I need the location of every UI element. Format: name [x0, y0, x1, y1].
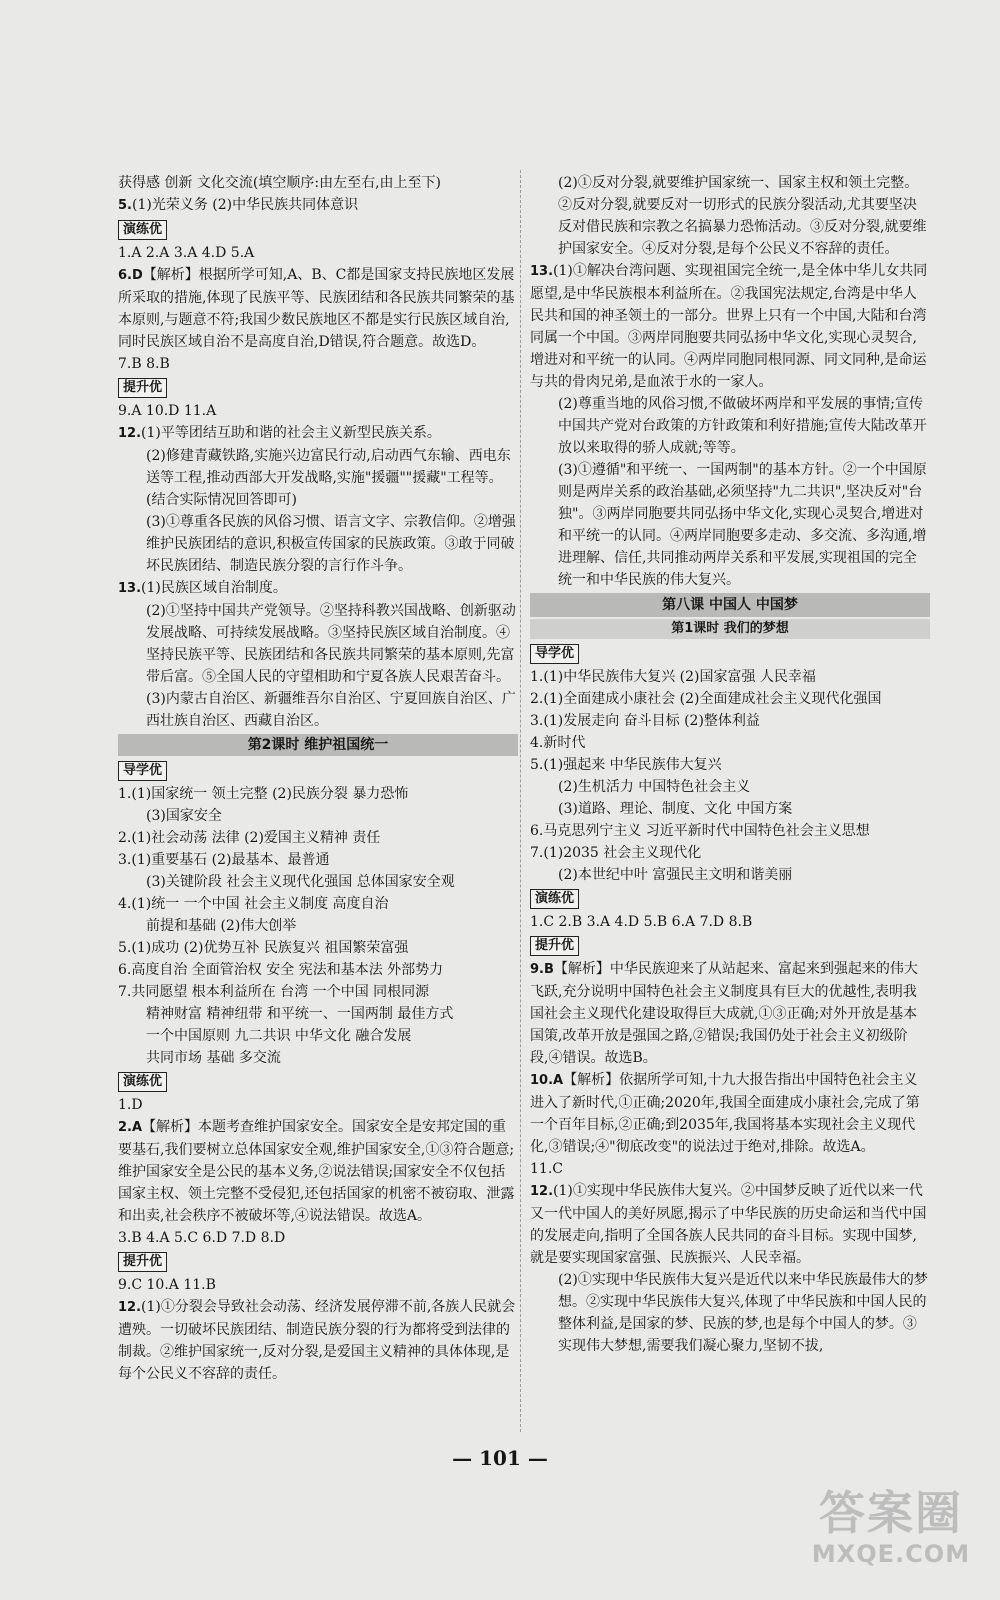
answer-line: 3.(1)发展走向 奋斗目标 (2)整体利益 [530, 713, 760, 729]
item-number: 10.A [530, 1073, 564, 1088]
item-number: 12. [118, 1300, 142, 1315]
column-divider [520, 170, 521, 1432]
answer-subitem: (2)①反对分裂,就要维护国家统一、国家主权和领土完整。②反对分裂,就要反对一切形式的民族分裂活动,尤其要坚决反对借民族和宗教之名搞暴力恐怖活动。③反对分裂,就要维护国家安全。④反对分裂,是每个公民义不容辞的责任。 [558, 175, 927, 257]
answer-subitem: (3)内蒙古自治区、新疆维吾尔自治区、宁夏回族自治区、广西壮族自治区、西藏自治区。 [146, 691, 516, 729]
answer-line: 7.共同愿望 根本利益所在 台湾 一个中国 同根同源 [118, 984, 430, 1000]
answer-line: 4.(1)统一 一个中国 社会主义制度 高度自治 [118, 896, 389, 912]
lesson-header: 第八课 中国人 中国梦 [530, 593, 930, 617]
answer-subline: (3)国家安全 [146, 808, 222, 824]
item-text: (1)①解决台湾问题、实现祖国完全统一,是全体中华儿女共同愿望,是中华民族根本利益所在。②我国宪法规定,台湾是中华人民共和国的神圣领土的一部分。世界上只有一个中国,大陆和台湾同属一个中国。③两岸同胞要共同弘扬中华文化,实现心灵契合,增进对和平统一的认同。④两岸同胞同根同源、同文同种,是命运与共的骨肉兄弟,是血浓于水的一家人。 [530, 263, 928, 390]
answer-subitem: (2)修建青藏铁路,实施兴边富民行动,启动西气东输、西电东送等工程,推动西部大开发战略,实施"援疆""援藏"工程等。(结合实际情况回答即可) [146, 448, 511, 508]
answer-subline: (3)关键阶段 社会主义现代化强国 总体国家安全观 [146, 874, 455, 890]
answer-subline: (2)本世纪中叶 富强民主文明和谐美丽 [558, 867, 793, 883]
answer-line: 7.B 8.B [118, 356, 170, 372]
answer-item [118, 577, 518, 600]
section-tag-practice: 演练优 [118, 220, 167, 240]
answer-item [530, 958, 930, 1069]
answer-line: 7.(1)2035 社会主义现代化 [530, 845, 702, 861]
right-column [530, 172, 930, 1357]
answer-item [530, 1069, 930, 1158]
item-text: 【解析】本题考查维护国家安全。国家安全是安邦定国的重要基石,我们要树立总体国家安全观,维护国家安全,①③符合题意;维护国家安全是公民的基本义务,②说法错误;国家安全不仅包括国家主权、领土完整不受侵犯,还包括国家的机密不被窃取、泄露和出卖,社会秩序不被破坏等,④说法错误。故选A。 [118, 1119, 515, 1224]
answer-item [118, 1116, 518, 1227]
item-number: 13. [118, 581, 142, 596]
section-tag-guide: 导学优 [118, 761, 167, 781]
item-number: 6.D [118, 268, 143, 283]
answer-line: 1.A 2.A 3.A 4.D 5.A [118, 245, 255, 261]
answer-item [530, 260, 930, 393]
item-text: 【解析】依据所学可知,十九大报告指出中国特色社会主义进入了新时代,①正确;2020年,我国全面建成小康社会,完成了第一个百年目标,②正确;到2035年,我国将基本实现社会主义现代化,③错误;④"彻底改变"的说法过于绝对,排除。故选A。 [530, 1072, 920, 1155]
item-text: (1)光荣义务 (2)中华民族共同体意识 [131, 197, 359, 213]
answer-subitem: (2)尊重当地的风俗习惯,不做破坏两岸和平发展的事情;宣传中国共产党对台政策的方针政策和利好措施;宣传大陆改革开放以来取得的骄人成就;等等。 [558, 396, 927, 456]
page-number: — 101 — [452, 1446, 548, 1470]
item-text: (1)平等团结互助和谐的社会主义新型民族关系。 [141, 425, 441, 441]
answer-line: 4.新时代 [530, 735, 586, 751]
answer-line: 2.(1)社会动荡 法律 (2)爱国主义精神 责任 [118, 830, 381, 846]
lesson-header: 第2课时 维护祖国统一 [118, 734, 518, 756]
answer-subitem: (3)①尊重各民族的风俗习惯、语言文字、宗教信仰。②增强维护民族团结的意识,积极宣传国家的民族政策。③敢于同破坏民族团结、制造民族分裂的言行作斗争。 [146, 514, 516, 574]
item-number: 12. [118, 426, 142, 441]
item-text: 【解析】根据所学可知,A、B、C都是国家支持民族地区发展所采取的措施,体现了民族平等、民族团结和各民族共同繁荣的基本原则,与题意不符;我国少数民族地区不都是实行民族区域自治,同时民族区域自治不是高度自治,D错误,符合题意。故选D。 [118, 267, 515, 350]
answer-line: 11.C [530, 1161, 563, 1177]
section-tag-guide: 导学优 [530, 644, 579, 664]
section-tag-practice: 演练优 [118, 1072, 167, 1092]
answer-line: 5.(1)成功 (2)优势互补 民族复兴 祖国繁荣富强 [118, 940, 409, 956]
answer-line: 1.C 2.B 3.A 4.D 5.B 6.A 7.D 8.B [530, 914, 753, 930]
section-tag-practice: 演练优 [530, 889, 579, 909]
item-number: 2.A [118, 1120, 143, 1135]
section-tag-advance: 提升优 [530, 936, 579, 956]
item-number: 12. [530, 1184, 554, 1199]
left-column [118, 172, 518, 1385]
answer-item [118, 1296, 518, 1385]
watermark-logo [806, 1486, 976, 1568]
answer-subline: (3)道路、理论、制度、文化 中国方案 [558, 801, 793, 817]
answer-line: 1.D [118, 1097, 143, 1113]
answer-line: 5.(1)强起来 中华民族伟大复兴 [530, 757, 722, 773]
answer-subline: 共同市场 基础 多交流 [146, 1050, 281, 1066]
item-number: 5. [118, 198, 132, 213]
item-text: 【解析】中华民族迎来了从站起来、富起来到强起来的伟大飞跃,充分说明中国特色社会主义制度具有巨大的优越性,表明我国社会主义现代化建设取得巨大成就,①③正确;对外开放是基本国策,改革开放是强国之路,②错误;我国仍处于社会主义初级阶段,④错误。故选B。 [530, 961, 918, 1066]
answer-item [118, 422, 518, 445]
answer-subline: 前提和基础 (2)伟大创举 [146, 918, 297, 934]
item-text: (1)民族区域自治制度。 [141, 580, 287, 596]
answer-line: 1.(1)中华民族伟大复兴 (2)国家富强 人民幸福 [530, 669, 816, 685]
answer-line: 3.B 4.A 5.C 6.D 7.D 8.D [118, 1230, 286, 1246]
answer-line: 1.(1)国家统一 领土完整 (2)民族分裂 暴力恐怖 [118, 786, 409, 802]
section-tag-advance: 提升优 [118, 1252, 167, 1272]
answer-line: 2.(1)全面建成小康社会 (2)全面建成社会主义现代化强国 [530, 691, 882, 707]
answer-subitem: (2)①坚持中国共产党领导。②坚持科教兴国战略、创新驱动发展战略、可持续发展战略。③坚持民族区域自治制度。④坚持民族平等、民族团结和各民族共同繁荣的基本原则,先富带后富。⑤全国人民的守望相助和宁夏各族人民艰苦奋斗。 [146, 603, 516, 685]
answer-subline: 精神财富 精神纽带 和平统一、一国两制 最佳方式 [146, 1006, 454, 1022]
answer-item [118, 264, 518, 353]
answer-subitem: (2)①实现中华民族伟大复兴是近代以来中华民族最伟大的梦想。②实现中华民族伟大复兴,体现了中华民族和中国人民的整体利益,是国家的梦、民族的梦,也是每个中国人的梦。③实现伟大梦想,需要我们凝心聚力,坚韧不拔, [558, 1272, 928, 1354]
item-number: 9.B [530, 962, 554, 977]
answer-subline: 一个中国原则 九二共识 中华文化 融合发展 [146, 1028, 412, 1044]
text-line: 获得感 创新 文化交流(填空顺序:由左至右,由上至下) [118, 175, 441, 191]
answer-line: 3.(1)重要基石 (2)最基本、最普通 [118, 852, 330, 868]
watermark-logo-text: 答案圈 [819, 1486, 963, 1540]
answer-item [118, 194, 518, 217]
section-tag-advance: 提升优 [118, 378, 167, 398]
answer-line: 6.高度自治 全面管治权 安全 宪法和基本法 外部势力 [118, 962, 444, 978]
answer-line: 9.A 10.D 11.A [118, 403, 217, 419]
item-text: (1)①分裂会导致社会动荡、经济发展停滞不前,各族人民就会遭殃。一切破坏民族团结、制造民族分裂的行为都将受到法律的制裁。②维护国家统一,反对分裂,是爱国主义精神的具体体现,是每个公民义不容辞的责任。 [118, 1299, 516, 1382]
answer-line: 9.C 10.A 11.B [118, 1277, 216, 1293]
answer-subitem: (3)①遵循"和平统一、一国两制"的基本方针。②一个中国原则是两岸关系的政治基础,必须坚持"九二共识",坚决反对"台独"。③两岸同胞要共同弘扬中华文化,实现心灵契合,增进对和平统一的认同。④两岸同胞要多走动、多交流、多沟通,增进理解、信任,共同推动两岸关系和平发展,实现祖国的完全统一和中华民族的伟大复兴。 [558, 462, 927, 588]
answer-item [530, 1180, 930, 1269]
answer-subline: (2)生机活力 中国特色社会主义 [558, 779, 751, 795]
lesson-subheader: 第1课时 我们的梦想 [530, 619, 930, 639]
watermark-url: MXQE.COM [811, 1540, 971, 1568]
item-number: 13. [530, 264, 554, 279]
answer-line: 6.马克思列宁主义 习近平新时代中国特色社会主义思想 [530, 823, 870, 839]
item-text: (1)①实现中华民族伟大复兴。②中国梦反映了近代以来一代又一代中国人的美好夙愿,揭示了中华民族的历史命运和当代中国的发展走向,指明了全国各族人民共同的奋斗目标。实现中国梦,就是要实现国家富强、民族振兴、人民幸福。 [530, 1183, 927, 1266]
